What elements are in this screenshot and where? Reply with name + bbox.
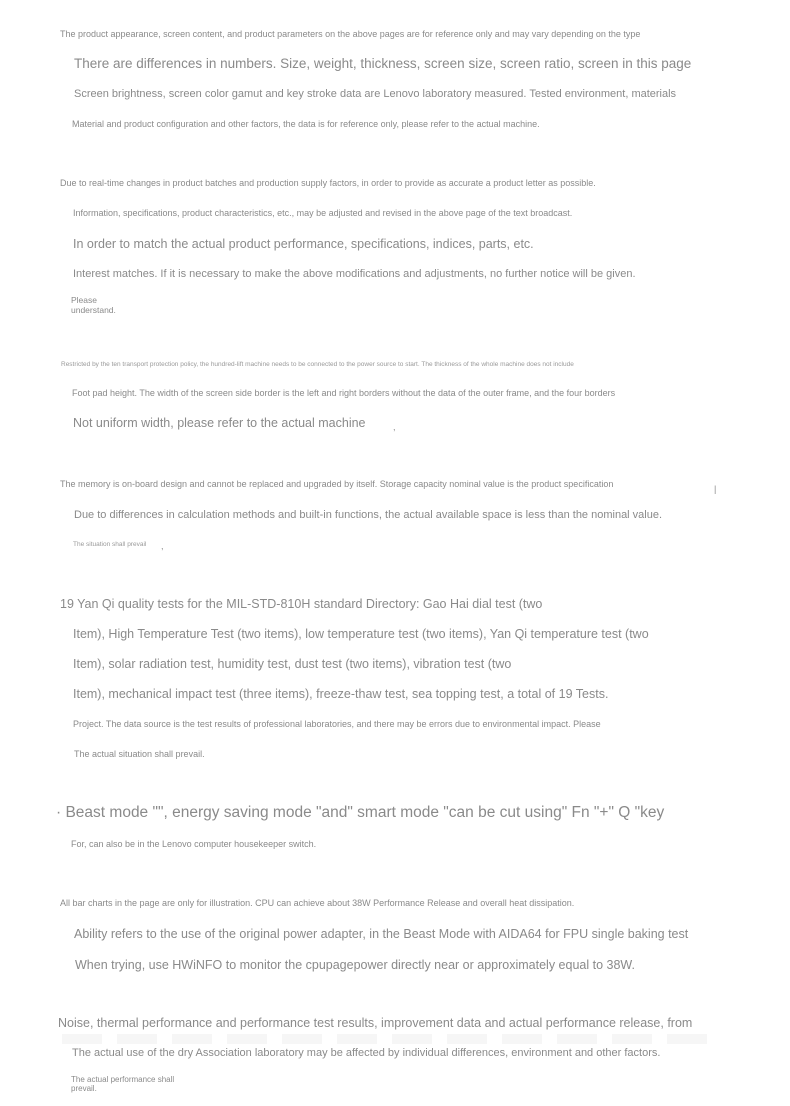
- note-line: The memory is on-board design and cannot be replaced and upgraded by itself. Storage capacity nominal value is the product specification: [60, 479, 614, 489]
- note-line: For, can also be in the Lenovo computer housekeeper switch.: [71, 839, 317, 849]
- note-line: Interest matches. If it is necessary to make the above modifications and adjustments, no further notice will be given.: [73, 268, 636, 280]
- note-line: Restricted by the ten transport protection policy, the hundred-lift machine needs to be connected to the power source to start. The thickness of the whole machine does not include: [61, 361, 574, 368]
- note-line: Foot pad height. The width of the screen side border is the left and right borders without the data of the outer frame, and the four borders: [72, 388, 616, 398]
- note-line: Material and product configuration and other factors, the data is for reference only, please refer to the actual machine.: [72, 119, 540, 129]
- note-line: Information, specifications, product characteristics, etc., may be adjusted and revised in the above page of the text broadcast.: [73, 208, 573, 218]
- stray-mark: ,: [393, 422, 396, 432]
- note-line: Item), High Temperature Test (two items), low temperature test (two items), Yan Qi temperature test (two: [73, 627, 649, 641]
- faded-text-artifact: [62, 1034, 712, 1044]
- stray-mark: |: [714, 484, 717, 494]
- note-line: The product appearance, screen content, and product parameters on the above pages are for reference only and may vary depending on the type: [60, 29, 641, 39]
- note-line: The actual performance shall prevail.: [71, 1075, 175, 1094]
- note-line: There are differences in numbers. Size, weight, thickness, screen size, screen ratio, screen in this page: [74, 56, 692, 71]
- note-line: Item), mechanical impact test (three items), freeze-thaw test, sea topping test, a total of 19 Tests.: [73, 687, 609, 701]
- note-line: Screen brightness, screen color gamut and key stroke data are Lenovo laboratory measured. Tested environment, materials: [74, 88, 677, 100]
- note-line: Please understand.: [71, 295, 116, 315]
- note-line: Due to real-time changes in product batches and production supply factors, in order to provide as accurate a product letter as possible.: [60, 178, 596, 188]
- note-line: Noise, thermal performance and performance test results, improvement data and actual performance release, from: [58, 1016, 693, 1030]
- stray-mark: ,: [161, 541, 164, 551]
- note-line: Due to differences in calculation methods and built-in functions, the actual available space is less than the nominal value.: [74, 509, 663, 521]
- note-line: Item), solar radiation test, humidity test, dust test (two items), vibration test (two: [73, 657, 512, 671]
- note-line: Not uniform width, please refer to the actual machine: [73, 416, 366, 430]
- note-line: In order to match the actual product performance, specifications, indices, parts, etc.: [73, 237, 534, 251]
- note-line: When trying, use HWiNFO to monitor the cpupagepower directly near or approximately equal to 38W.: [75, 958, 635, 972]
- note-line: All bar charts in the page are only for illustration. CPU can achieve about 38W Performance Release and overall heat dissipation.: [60, 898, 575, 908]
- note-line: The actual use of the dry Association laboratory may be affected by individual differences, environment and other factors.: [72, 1047, 661, 1059]
- note-line: 19 Yan Qi quality tests for the MIL-STD-810H standard Directory: Gao Hai dial test (two: [60, 597, 543, 611]
- note-line: Ability refers to the use of the original power adapter, in the Beast Mode with AIDA64 for FPU single baking test: [74, 927, 689, 941]
- note-line: The actual situation shall prevail.: [74, 749, 205, 759]
- note-line: Project. The data source is the test results of professional laboratories, and there may be errors due to environmental impact. Please: [73, 719, 601, 729]
- note-line: The situation shall prevail: [73, 541, 147, 548]
- note-line: · Beast mode "", energy saving mode "and" smart mode "can be cut using" Fn "+" Q "key: [56, 804, 665, 821]
